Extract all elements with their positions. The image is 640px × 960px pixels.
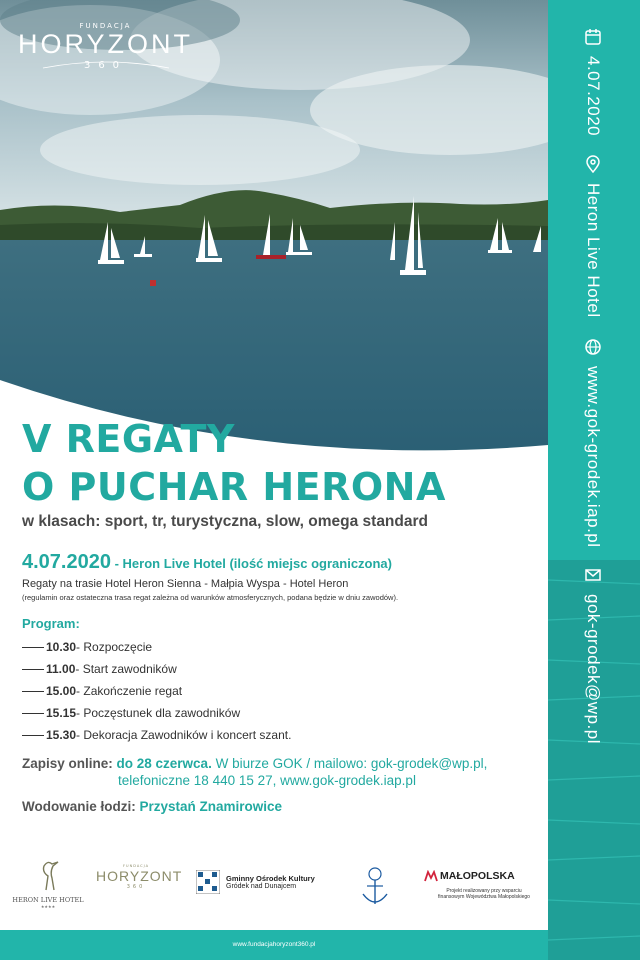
malopolska-logo — [424, 870, 544, 900]
side-place — [578, 155, 608, 318]
program-list — [22, 636, 542, 746]
event-content — [22, 415, 542, 814]
event-note: (regulamin oraz ostateczna trasa regat zależna od warunków atmosferycznych, podana będzie w dniu zawodów). — [22, 593, 399, 602]
program-heading: Program: — [22, 616, 80, 631]
event-route: Regaty na trasie Hotel Heron Sienna - Małpia Wyspa - Hotel Heron — [22, 578, 349, 590]
signup-info — [22, 755, 542, 789]
footer-bar — [0, 930, 548, 960]
logo-number: 360 — [83, 60, 128, 71]
malopolska-line1: Projekt realizowany przy wsparciu — [446, 888, 522, 894]
program-item — [22, 658, 542, 680]
heron-logo-text: HERON LIVE HOTEL — [12, 896, 84, 904]
horyzont-logo — [18, 22, 193, 71]
event-title-line2: O PUCHAR HERONA — [22, 465, 446, 509]
globe-icon — [584, 338, 602, 356]
sponsor-logos — [0, 858, 548, 918]
event-subtitle: w klasach: sport, tr, turystyczna, slow, omega standard — [22, 513, 428, 530]
malopolska-name: MAŁOPOLSKA — [440, 870, 515, 882]
side-web-text[interactable]: www.gok-grodek.iap.pl — [584, 366, 603, 548]
program-text: - Dekoracja Zawodników i koncert szant. — [76, 728, 292, 742]
program-time: 11.00 — [46, 662, 76, 676]
side-email — [578, 566, 608, 744]
malopolska-line2: finansowym Województwa Małopolskiego — [438, 894, 530, 900]
event-title-line1: V REGATY — [22, 417, 235, 461]
location-pin-icon — [584, 155, 602, 173]
signup-office[interactable]: W biurze GOK / mailowo: gok-grodek@wp.pl, — [211, 756, 488, 771]
horyzont-sponsor-logo — [96, 864, 183, 890]
program-text: - Start zawodników — [75, 662, 177, 676]
malopolska-m-icon — [424, 870, 438, 882]
launch-info — [22, 799, 542, 814]
launch-label: Wodowanie łodzi: — [22, 799, 140, 814]
footer-url[interactable]: www.fundacjahoryzont360.pl — [232, 941, 316, 948]
event-location: - Heron Live Hotel (ilość miejsc ograniczona) — [110, 556, 392, 571]
signup-deadline: do 28 czerwca. — [116, 756, 212, 771]
program-item — [22, 680, 542, 702]
gok-logo — [196, 870, 336, 894]
signup-contact-line[interactable]: telefoniczne 18 440 15 27, www.gok-grodek.iap.pl — [118, 773, 416, 788]
logo-small-text: FUNDACJA — [79, 22, 132, 30]
gok-line2: Gródek nad Dunajcem — [226, 883, 297, 890]
gok-line1: Gminny Ośrodek Kultury — [226, 874, 315, 883]
side-date-text: 4.07.2020 — [584, 56, 603, 137]
program-text: - Zakończenie regat — [76, 684, 183, 698]
calendar-icon — [584, 28, 602, 46]
program-item — [22, 702, 542, 724]
heron-live-hotel-logo — [8, 858, 88, 909]
side-web — [578, 338, 608, 548]
spoz-logo — [357, 862, 395, 914]
envelope-icon — [584, 566, 602, 584]
logo-name: HORYZONT — [18, 29, 194, 59]
side-place-text: Heron Live Hotel — [584, 183, 603, 318]
event-date-line — [22, 551, 542, 574]
side-info-column — [548, 0, 640, 960]
signup-label: Zapisy online: — [22, 756, 117, 771]
anchor-icon — [357, 862, 393, 910]
horyzont-sponsor-number: 360 — [126, 884, 146, 890]
horyzont-sponsor-small: FUNDACJA — [123, 864, 149, 868]
horyzont-sponsor-name: HORYZONT — [96, 868, 183, 884]
program-time: 10.30 — [46, 640, 77, 654]
side-email-text[interactable]: gok-grodek@wp.pl — [584, 594, 603, 744]
heron-bird-icon — [28, 858, 68, 892]
program-item — [22, 636, 542, 658]
program-time: 15.30 — [46, 728, 77, 742]
launch-value: Przystań Znamirowice — [139, 799, 283, 814]
program-time: 15.15 — [46, 706, 77, 720]
program-text: - Rozpoczęcie — [76, 640, 153, 654]
gok-pattern-icon — [196, 870, 220, 894]
side-date — [578, 28, 608, 136]
program-time: 15.00 — [46, 684, 77, 698]
event-date: 4.07.2020 — [22, 551, 111, 573]
program-item — [22, 724, 542, 746]
program-text: - Poczęstunek dla zawodników — [76, 706, 241, 720]
heron-logo-stars: ★★★★ — [40, 904, 56, 909]
